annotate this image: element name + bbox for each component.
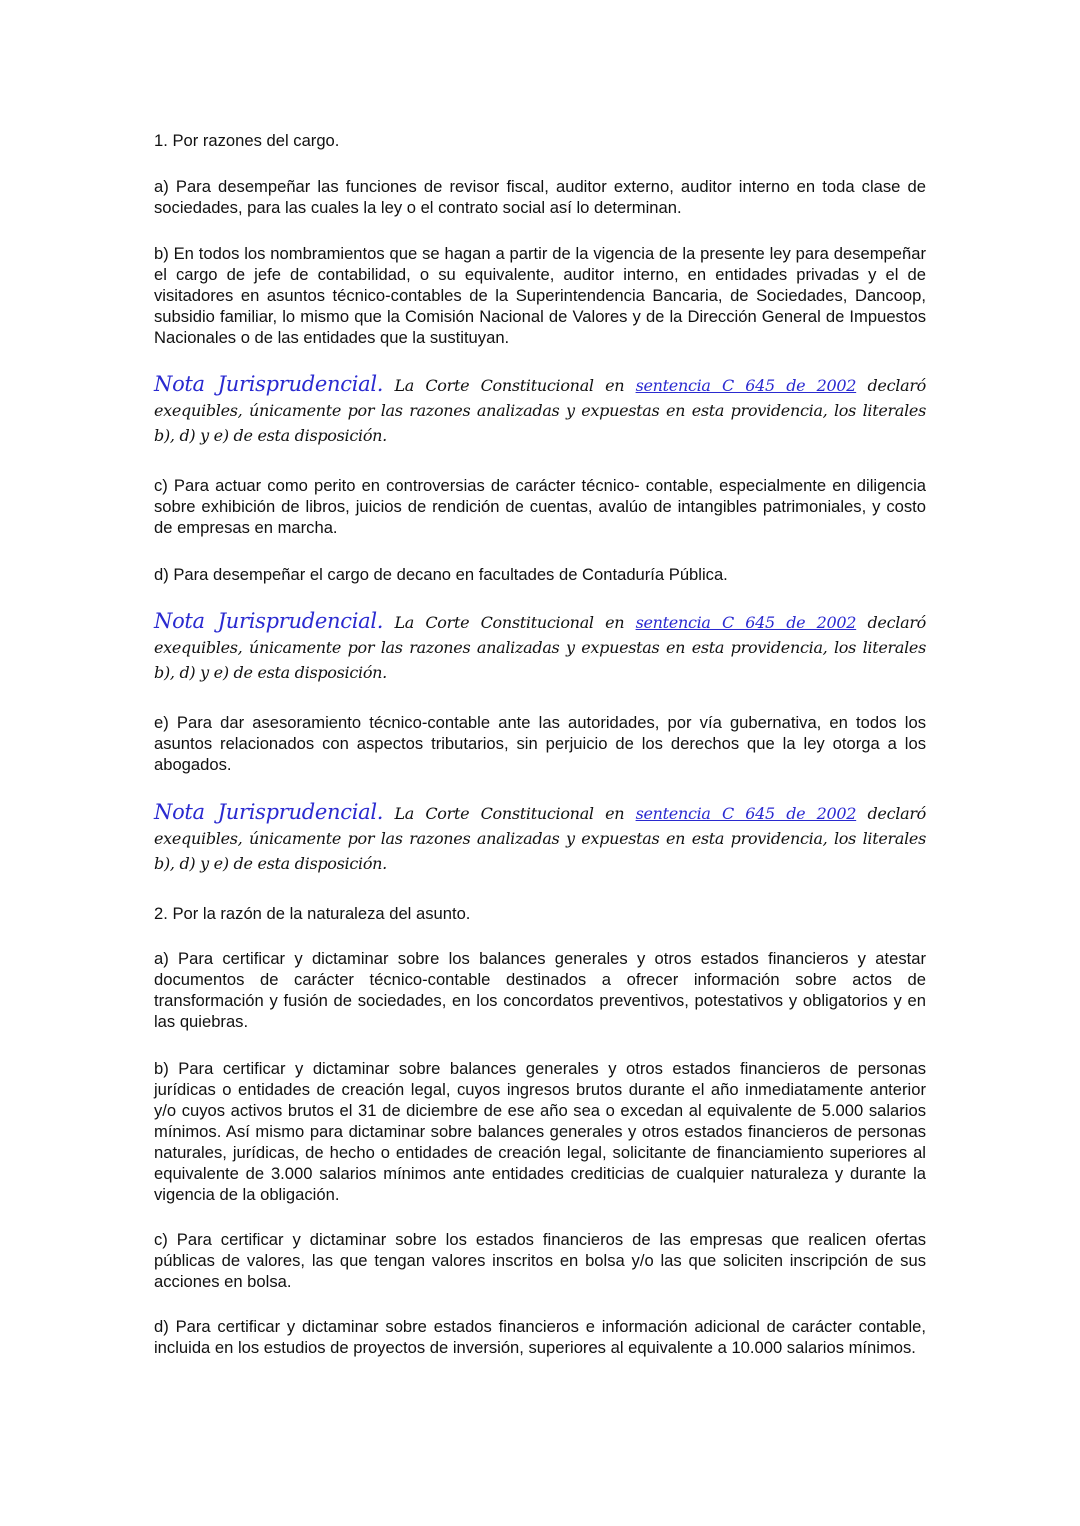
paragraph-2d: d) Para certificar y dictaminar sobre estados financieros e información adicional de carácter contable, incluida en los estudios de proyectos de inversión, superiores al equivalente a 10.000 salarios mínimos. xyxy=(154,1317,926,1357)
note-text: La Corte Constitucional en xyxy=(383,804,636,823)
paragraph-1a: a) Para desempeñar las funciones de revisor fiscal, auditor externo, auditor interno en toda clase de sociedades, para las cuales la ley o el contrato social así lo determinan. xyxy=(154,177,926,217)
note-text: declaró exequibles, únicamente por las razones analizadas y expuestas en esta providencia, los literales b), d) y e) de esta disposición. xyxy=(154,804,927,873)
paragraph-1e: e) Para dar asesoramiento técnico-contable ante las autoridades, por vía gubernativa, en todos los asuntos relacionados con aspectos tributarios, sin perjuicio de los derechos que la ley otorga a los abogados. xyxy=(154,713,926,774)
note-title: Nota Jurisprudencial. xyxy=(154,800,384,824)
jurisprudential-note xyxy=(154,609,926,685)
note-text: declaró exequibles, únicamente por las razones analizadas y expuestas en esta providencia, los literales b), d) y e) de esta disposición. xyxy=(154,376,927,445)
note-text: declaró exequibles, únicamente por las razones analizadas y expuestas en esta providencia, los literales b), d) y e) de esta disposición. xyxy=(154,613,927,682)
section-2-heading: 2. Por la razón de la naturaleza del asunto. xyxy=(154,904,471,923)
paragraph-2c: c) Para certificar y dictaminar sobre los estados financieros de las empresas que realicen ofertas públicas de valores, las que tengan valores inscritos en bolsa y/o las que soliciten inscripción de sus acciones en bolsa. xyxy=(154,1230,926,1291)
note-title: Nota Jurisprudencial. xyxy=(154,372,384,396)
note-title: Nota Jurisprudencial. xyxy=(154,609,384,633)
paragraph-1b: b) En todos los nombramientos que se hagan a partir de la vigencia de la presente ley para desempeñar el cargo de jefe de contabilidad, o su equivalente, auditor interno, en entidades privadas y el de visitadores en asuntos técnico-contables de la Superintendencia Bancaria, de Sociedades, Dancoop, subsidio familiar, lo mismo que la Comisión Nacional de Valores y de la Dirección General de Impuestos Nacionales o de las entidades que la sustituyan. xyxy=(154,244,926,347)
note-text: La Corte Constitucional en xyxy=(383,376,636,395)
sentencia-link[interactable]: sentencia C 645 de 2002 xyxy=(635,804,857,823)
paragraph-2b: b) Para certificar y dictaminar sobre balances generales y otros estados financieros de personas jurídicas o entidades de creación legal, cuyos ingresos brutos durante el año inmediatamente anterior y/o cuyos activos brutos el 31 de diciembre de ese año sea o excedan al equivalente de 5.000 salarios mínimos. Así mismo para dictaminar sobre balances generales y otros estados financieros de personas naturales, jurídicas, de hecho o entidades de creación legal, solicitante de financiamiento superiores al equivalente de 3.000 salarios mínimos ante entidades crediticias de cualquier naturaleza y durante la vigencia de la obligación. xyxy=(154,1059,926,1204)
paragraph-1c: c) Para actuar como perito en controversias de carácter técnico- contable, especialmente en diligencia sobre exhibición de libros, juicios de rendición de cuentas, avalúo de intangibles patrimoniales, y costo de empresas en marcha. xyxy=(154,476,926,537)
jurisprudential-note xyxy=(154,800,926,876)
jurisprudential-note xyxy=(154,372,926,448)
section-1-heading: 1. Por razones del cargo. xyxy=(154,131,340,150)
sentencia-link[interactable]: sentencia C 645 de 2002 xyxy=(635,376,857,395)
sentencia-link[interactable]: sentencia C 645 de 2002 xyxy=(635,613,857,632)
paragraph-2a: a) Para certificar y dictaminar sobre los balances generales y otros estados financieros y atestar documentos de carácter técnico-contable destinados a ofrecer información sobre actos de transformación y fusión de sociedades, en los concordatos preventivos, potestativos y obligatorios y en las quiebras. xyxy=(154,949,926,1031)
paragraph-1d: d) Para desempeñar el cargo de decano en facultades de Contaduría Pública. xyxy=(154,565,728,584)
note-text: La Corte Constitucional en xyxy=(383,613,636,632)
